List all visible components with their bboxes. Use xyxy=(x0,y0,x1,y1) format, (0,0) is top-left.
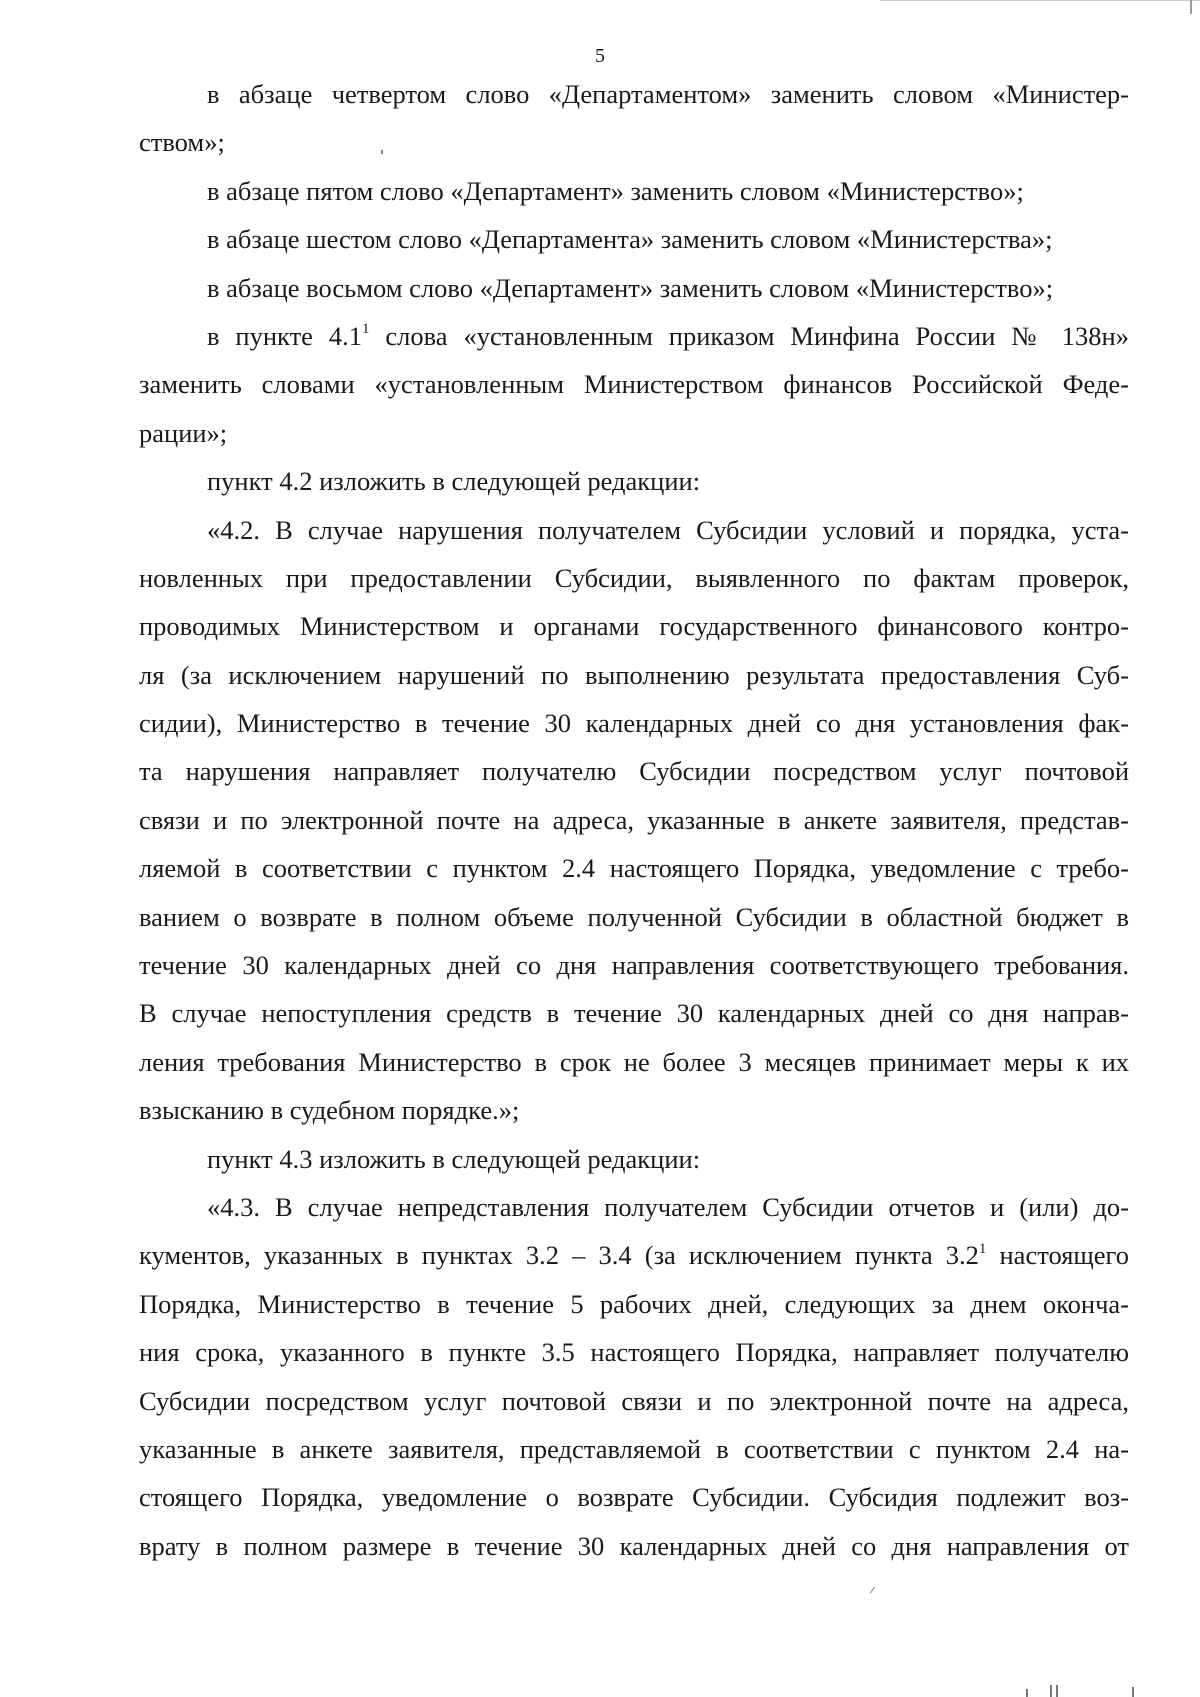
text-line: ния срока, указанного в пункте 3.5 настоящего Порядка, направляет получателю xyxy=(139,1337,1129,1368)
text-line: пункт 4.3 изложить в следующей редакции: xyxy=(207,1143,701,1174)
text-line: рации»; xyxy=(139,417,228,448)
text-line: течение 30 календарных дней со дня направления соответствующего требования. xyxy=(139,950,1129,981)
text-line: ляемой в соответствии с пунктом 2.4 настоящего Порядка, уведомление с требо- xyxy=(139,853,1129,884)
scan-edge-tick xyxy=(1190,0,1192,14)
text-line: Субсидии посредством услуг почтовой связи и по электронной почте на адреса, xyxy=(139,1385,1129,1416)
scan-speck xyxy=(381,150,383,154)
text-line: врату в полном размере в течение 30 календарных дней со дня направления от xyxy=(139,1530,1129,1561)
scan-speck xyxy=(870,1586,875,1593)
text-line: Порядка, Министерство в течение 5 рабочих дней, следующих за днем оконча- xyxy=(139,1288,1129,1319)
text-line: взысканию в судебном порядке.»; xyxy=(139,1095,520,1126)
text-line: ством»; xyxy=(139,127,225,158)
text-line: в абзаце пятом слово «Департамент» заменить словом «Министерство»; xyxy=(207,175,1024,206)
text-line: в абзаце шестом слово «Департамента» заменить словом «Министерства»; xyxy=(207,224,1053,255)
text-line: указанные в анкете заявителя, представляемой в соответствии с пунктом 2.4 на- xyxy=(139,1433,1129,1464)
scan-bottom-artifact xyxy=(1020,1683,1140,1697)
text-line: В случае непоступления средств в течение 30 календарных дней со дня направ- xyxy=(139,998,1129,1029)
text-line: в абзаце четвертом слово «Департаментом» заменить словом «Министер- xyxy=(207,79,1129,109)
text-line: в абзаце восьмом слово «Департамент» заменить словом «Министерство»; xyxy=(207,272,1054,303)
text-line: ванием о возврате в полном объеме полученной Субсидии в областной бюджет в xyxy=(139,901,1129,932)
text-line: «4.2. В случае нарушения получателем Субсидии условий и порядка, уста- xyxy=(207,514,1129,545)
text-line: новленных при предоставлении Субсидии, выявленного по фактам проверок, xyxy=(139,562,1129,593)
text-line: пункт 4.2 изложить в следующей редакции: xyxy=(207,466,701,497)
text-line: связи и по электронной почте на адреса, указанные в анкете заявителя, представ- xyxy=(139,804,1129,835)
superscript: 1 xyxy=(978,1240,987,1257)
text-line: «4.3. В случае непредставления получателем Субсидии отчетов и (или) до- xyxy=(207,1191,1129,1222)
text-line: ля (за исключением нарушений по выполнению результата предоставления Суб- xyxy=(139,659,1129,690)
text-line: ления требования Министерство в срок не более 3 месяцев принимает меры к их xyxy=(139,1046,1129,1077)
document-body xyxy=(139,70,1129,1570)
text-line: в пункте $4.1^1$ слова «установленным приказом Минфина России № 138н» xyxy=(207,320,1129,351)
page-number: 5 xyxy=(595,45,605,67)
text-line: заменить словами «установленным Министерством финансов Российской Феде- xyxy=(139,369,1129,400)
scan-edge-artifact xyxy=(880,0,1200,5)
superscript: 1 xyxy=(361,321,370,338)
text-line: кументов, указанных в пунктах 3.2 – 3.4 (за исключением пункта $3.2^1$ настоящего xyxy=(139,1240,1130,1271)
text-line: та нарушения направляет получателю Субсидии посредством услуг почтовой xyxy=(139,756,1129,787)
text-line: сидии), Министерство в течение 30 календарных дней со дня установления фак- xyxy=(139,708,1129,739)
text-line: проводимых Министерством и органами государственного финансового контро- xyxy=(139,611,1129,642)
text-line: стоящего Порядка, уведомление о возврате Субсидии. Субсидия подлежит воз- xyxy=(139,1482,1129,1513)
